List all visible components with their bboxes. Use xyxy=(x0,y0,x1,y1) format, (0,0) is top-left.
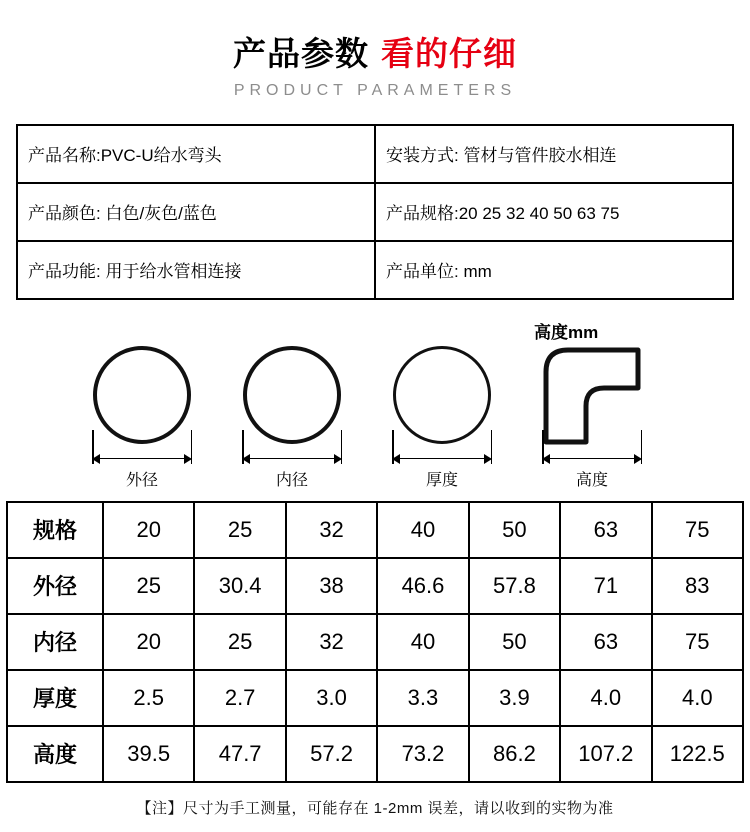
page-title xyxy=(0,34,750,74)
cell-thick-1: 2.7 xyxy=(194,670,285,726)
cell-thick-5: 4.0 xyxy=(560,670,651,726)
cell-outer-4: 57.8 xyxy=(469,558,560,614)
measurement-diagram-area xyxy=(0,318,750,493)
param-unit-cell: 产品单位: mm xyxy=(375,241,733,299)
param-color-cell: 产品颜色: 白色/灰色/蓝色 xyxy=(17,183,375,241)
dim-height xyxy=(532,454,652,490)
cell-height-3: 73.2 xyxy=(377,726,468,782)
cell-spec-4: 50 xyxy=(469,502,560,558)
cell-outer-6: 83 xyxy=(652,558,743,614)
row-header-thickness: 厚度 xyxy=(7,670,103,726)
row-header-outer-diameter: 外径 xyxy=(7,558,103,614)
row-header-height: 高度 xyxy=(7,726,103,782)
table-row-height xyxy=(7,726,743,782)
cell-thick-0: 2.5 xyxy=(103,670,194,726)
cell-outer-1: 30.4 xyxy=(194,558,285,614)
cell-spec-1: 25 xyxy=(194,502,285,558)
param-name-cell: 产品名称:PVC-U给水弯头 xyxy=(17,125,375,183)
page-header xyxy=(0,0,750,100)
arrow-left-icon xyxy=(242,454,250,464)
cell-height-6: 122.5 xyxy=(652,726,743,782)
circle-thickness-icon xyxy=(393,346,491,444)
cell-spec-0: 20 xyxy=(103,502,194,558)
cell-thick-3: 3.3 xyxy=(377,670,468,726)
footnote-text: 【注】尺寸为手工测量，可能存在 1-2mm 误差，请以收到的实物为准 xyxy=(136,799,614,817)
cell-inner-2: 32 xyxy=(286,614,377,670)
param-function-cell: 产品功能: 用于给水管相连接 xyxy=(17,241,375,299)
param-install-cell: 安装方式: 管材与管件胶水相连 xyxy=(375,125,733,183)
cell-height-0: 39.5 xyxy=(103,726,194,782)
cell-spec-6: 75 xyxy=(652,502,743,558)
shape-inner-diameter xyxy=(232,346,352,444)
page-subtitle: PRODUCT PARAMETERS xyxy=(233,81,517,99)
specification-table xyxy=(6,501,744,783)
table-row-outer-diameter xyxy=(7,558,743,614)
dim-label: 高度 xyxy=(575,471,608,489)
circle-outer-diameter-icon xyxy=(93,346,191,444)
product-parameters-table xyxy=(16,124,734,300)
dim-inner-diameter xyxy=(232,454,352,490)
height-unit-label: 高度mm xyxy=(534,322,599,342)
cell-height-5: 107.2 xyxy=(560,726,651,782)
table-row-inner-diameter xyxy=(7,614,743,670)
table-row xyxy=(17,241,733,299)
cell-outer-3: 46.6 xyxy=(377,558,468,614)
row-header-inner-diameter: 内径 xyxy=(7,614,103,670)
cell-inner-1: 25 xyxy=(194,614,285,670)
arrow-left-icon xyxy=(92,454,100,464)
table-row xyxy=(17,125,733,183)
shape-outer-diameter xyxy=(82,346,202,444)
cell-inner-0: 20 xyxy=(103,614,194,670)
dimension-line xyxy=(392,454,492,464)
arrow-left-icon xyxy=(542,454,550,464)
cell-outer-2: 38 xyxy=(286,558,377,614)
cell-outer-5: 71 xyxy=(560,558,651,614)
dimension-line xyxy=(92,454,192,464)
cell-spec-5: 63 xyxy=(560,502,651,558)
row-header-spec: 规格 xyxy=(7,502,103,558)
dim-label: 外径 xyxy=(125,471,158,489)
cell-height-4: 86.2 xyxy=(469,726,560,782)
table-row-thickness xyxy=(7,670,743,726)
arrow-right-icon xyxy=(634,454,642,464)
shape-height xyxy=(532,346,652,446)
shape-thickness xyxy=(382,346,502,444)
cell-outer-0: 25 xyxy=(103,558,194,614)
cell-inner-6: 75 xyxy=(652,614,743,670)
dim-label: 厚度 xyxy=(425,471,458,489)
arrow-left-icon xyxy=(392,454,400,464)
cell-thick-4: 3.9 xyxy=(469,670,560,726)
arrow-right-icon xyxy=(484,454,492,464)
cell-inner-5: 63 xyxy=(560,614,651,670)
dim-label: 内径 xyxy=(275,471,308,489)
cell-spec-2: 32 xyxy=(286,502,377,558)
table-row-spec xyxy=(7,502,743,558)
dim-thickness xyxy=(382,454,502,490)
dimension-line xyxy=(242,454,342,464)
cell-thick-6: 4.0 xyxy=(652,670,743,726)
cell-inner-3: 40 xyxy=(377,614,468,670)
elbow-height-icon xyxy=(542,346,642,446)
cell-thick-2: 3.0 xyxy=(286,670,377,726)
cell-inner-4: 50 xyxy=(469,614,560,670)
dim-outer-diameter xyxy=(82,454,202,490)
page-title-red: 看的仔细 xyxy=(381,35,517,72)
arrow-right-icon xyxy=(334,454,342,464)
table-row xyxy=(17,183,733,241)
circle-inner-diameter-icon xyxy=(243,346,341,444)
page-title-black: 产品参数 xyxy=(233,35,369,72)
cell-height-1: 47.7 xyxy=(194,726,285,782)
param-spec-cell: 产品规格:20 25 32 40 50 63 75 xyxy=(375,183,733,241)
cell-spec-3: 40 xyxy=(377,502,468,558)
dimension-line xyxy=(542,454,642,464)
arrow-right-icon xyxy=(184,454,192,464)
cell-height-2: 57.2 xyxy=(286,726,377,782)
